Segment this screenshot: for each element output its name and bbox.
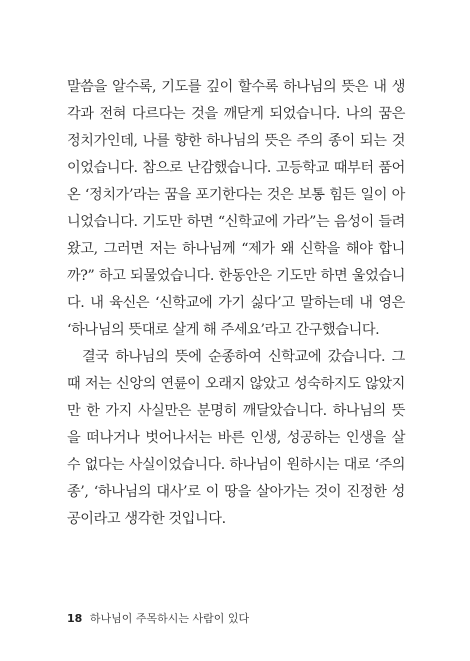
text-line: 말씀을 알수록, 기도를 깊이 할수록 하나님의 뜻은 내 생 [67,79,405,95]
text-line: 왔고, 그러면 저는 하나님께 “제가 왜 신학을 해야 합니 [67,241,405,257]
text-line: 다. 내 육신은 ‘신학교에 가기 싫다’고 말하는데 내 영은 [67,295,405,311]
text-line: 온 ‘정치가’라는 꿈을 포기한다는 것은 보통 힘든 일이 아 [67,187,405,203]
text-line: 각과 전혀 다르다는 것을 깨닫게 되었습니다. 나의 꿈은 [67,106,405,122]
text-line: 때 저는 신앙의 연륜이 오래지 않았고 성숙하지도 않았지 [67,376,405,392]
text-line: 까?” 하고 되물었습니다. 한동안은 기도만 하면 울었습니 [67,268,405,284]
text-line: ‘하나님의 뜻대로 살게 해 주세요’라고 간구했습니다. [67,322,380,338]
text-line: 종’, ‘하나님의 대사’로 이 땅을 살아가는 것이 진정한 성 [67,484,405,500]
text-line: 니었습니다. 기도만 하면 “신학교에 가라”는 음성이 들려 [67,214,405,230]
text-line: 결국 하나님의 뜻에 순종하여 신학교에 갔습니다. 그 [82,349,405,365]
text-line: 정치가인데, 나를 향한 하나님의 뜻은 주의 종이 되는 것 [67,133,405,149]
text-line: 을 떠나거나 벗어나서는 바른 인생, 성공하는 인생을 살 [67,430,405,446]
page-footer [67,612,249,626]
text-line: 이었습니다. 참으로 난감했습니다. 고등학교 때부터 품어 [67,160,405,176]
text-line: 만 한 가지 사실만은 분명히 깨달았습니다. 하나님의 뜻 [67,403,405,419]
text-line: 수 없다는 사실이었습니다. 하나님이 원하시는 대로 ‘주의 [67,457,405,473]
text-line: 공이라고 생각한 것입니다. [67,511,226,527]
running-title: 하나님이 주목하시는 사람이 있다 [89,612,250,625]
page-number: 18 [67,612,83,625]
